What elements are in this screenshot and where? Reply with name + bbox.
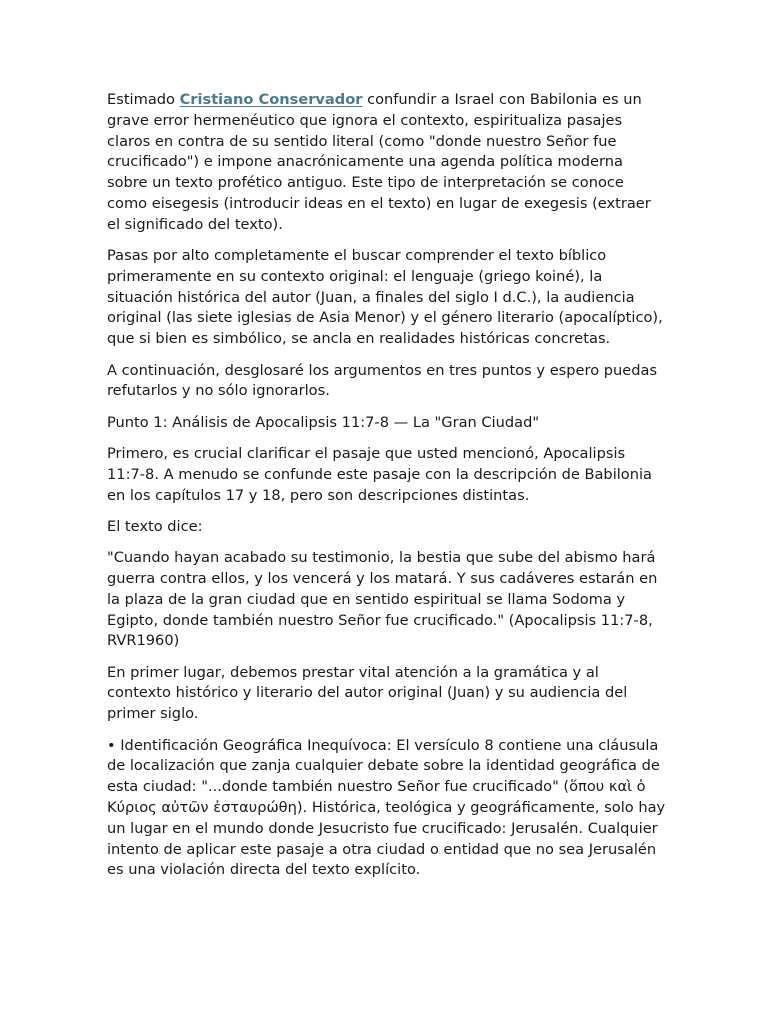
paragraph-clarify: Primero, es crucial clarificar el pasaje que usted mencionó, Apocalipsis 11:7-8. A menudo se confunde este pasaje con la descripción de Babilonia en los capítulos 17 y 18, pero son descripciones distintas. [107, 444, 652, 504]
post-body [107, 90, 667, 892]
paragraph-outline: A continuación, desglosaré los argumentos en tres puntos y espero puedas refutarlos y no sólo ignorarlos. [107, 361, 658, 400]
section-heading-point-1: Punto 1: Análisis de Apocalipsis 11:7-8 — La "Gran Ciudad" [107, 413, 540, 431]
bullet-geographic-identification: • Identificación Geográfica Inequívoca: El versículo 8 contiene una cláusula de localización que zanja cualquier debate sobre la identidad geográfica de esta ciudad: "...donde también nuestro Señor fue crucificado" (ὅπου καὶ ὁ Κύριος αὐτῶν ἐσταυρώθη). Histórica, teológica y geográficamente, solo hay un lugar en el mundo donde Jesucristo fue crucificado: Jerusalén. Cualquier intento de aplicar este pasaje a otra ciudad o entidad que no sea Jerusalén es una violación directa del texto explícito. [107, 736, 666, 879]
paragraph-grammar: En primer lugar, debemos prestar vital atención a la gramática y al contexto histórico y literario del autor original (Juan) y su audiencia del primer siglo. [107, 663, 628, 723]
mention-link[interactable]: Cristiano Conservador [179, 91, 363, 108]
intro-prefix: Estimado [107, 91, 180, 108]
scripture-quote: "Cuando hayan acabado su testimonio, la bestia que sube del abismo hará guerra contra ellos, y los vencerá y los matará. Y sus cadáveres estarán en la plaza de la gran ciudad que en sentido espiritual se llama Sodoma y Egipto, donde también nuestro Señor fue crucificado." (Apocalipsis 11:7-8, RVR1960) [107, 549, 658, 650]
intro-rest: confundir a Israel con Babilonia es un grave error hermenéutico que ignora el contexto, espiritualiza pasajes claros en contra de su sentido literal (como "donde nuestro Señor fue crucificado") e impone anacrónicamente una agenda política moderna sobre un texto profético antiguo. Este tipo de interpretación se conoce como eisegesis (introducir ideas en el texto) en lugar de exegesis (extraer el significado del texto). [107, 91, 651, 233]
paragraph-context: Pasas por alto completamente el buscar comprender el texto bíblico primeramente en su contexto original: el lenguaje (griego koiné), la situación histórica del autor (Juan, a finales del siglo I d.C.), la audiencia original (las siete iglesias de Asia Menor) y el género literario (apocalíptico), que si bien es simbólico, se ancla en realidades históricas concretas. [107, 247, 663, 348]
paragraph-intro [107, 90, 667, 236]
paragraph-text-intro: El texto dice: [107, 517, 203, 535]
